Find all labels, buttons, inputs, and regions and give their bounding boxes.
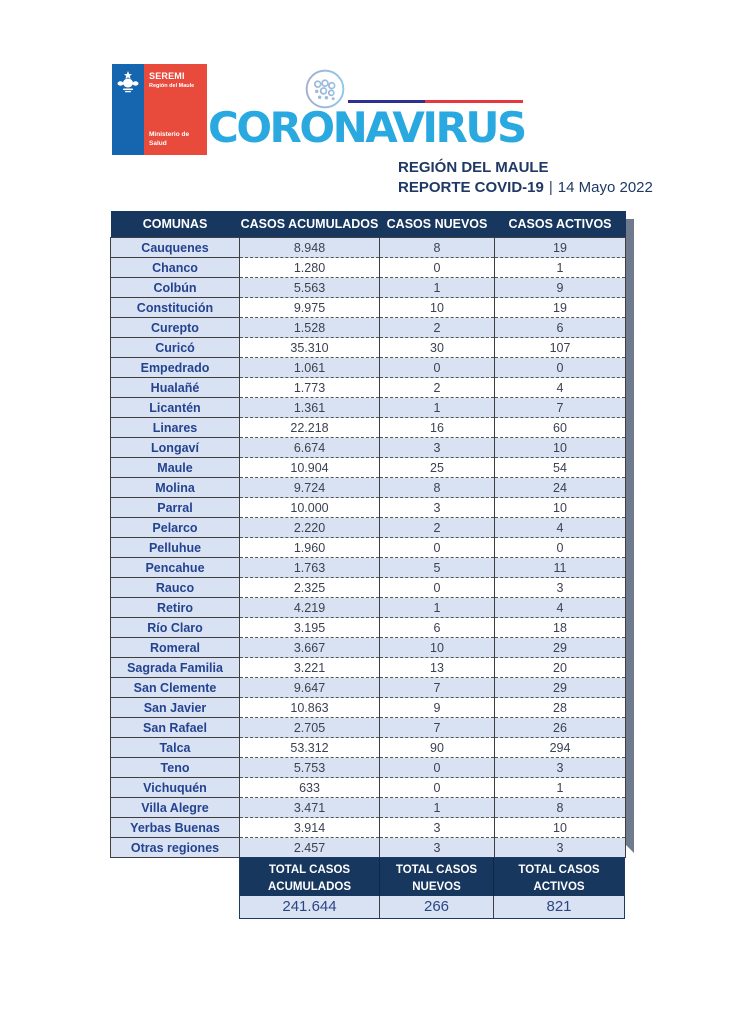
comuna-cell: Chanco [111, 258, 240, 278]
acumulados-cell: 3.471 [240, 798, 380, 818]
comuna-cell: San Javier [111, 698, 240, 718]
column-header-nuevos: CASOS NUEVOS [380, 211, 495, 238]
nuevos-cell: 6 [380, 618, 495, 638]
table-row [111, 638, 626, 658]
table-row [111, 778, 626, 798]
brand-title: CORONAVIRUS [208, 103, 525, 152]
acumulados-cell: 35.310 [240, 338, 380, 358]
comuna-cell: Talca [111, 738, 240, 758]
total-activos-header: TOTAL CASOS ACTIVOS [493, 858, 624, 896]
nuevos-cell: 0 [380, 358, 495, 378]
logo-ministry-text: Ministerio de Salud [149, 131, 190, 147]
table-row [111, 558, 626, 578]
activos-cell: 0 [495, 358, 626, 378]
activos-cell: 24 [495, 478, 626, 498]
totals-table [239, 857, 625, 919]
nuevos-cell: 8 [380, 238, 495, 258]
activos-cell: 10 [495, 818, 626, 838]
acumulados-cell: 10.863 [240, 698, 380, 718]
nuevos-cell: 2 [380, 378, 495, 398]
report-separator: | [548, 179, 553, 196]
activos-cell: 6 [495, 318, 626, 338]
comuna-cell: Pelluhue [111, 538, 240, 558]
activos-cell: 107 [495, 338, 626, 358]
table-shadow-decoration [625, 219, 634, 853]
table-row [111, 818, 626, 838]
comuna-cell: Pencahue [111, 558, 240, 578]
nuevos-cell: 10 [380, 298, 495, 318]
acumulados-cell: 8.948 [240, 238, 380, 258]
table-row [111, 678, 626, 698]
table-row [111, 338, 626, 358]
acumulados-cell: 2.220 [240, 518, 380, 538]
table-row [111, 258, 626, 278]
comuna-cell: Yerbas Buenas [111, 818, 240, 838]
activos-cell: 10 [495, 438, 626, 458]
activos-cell: 29 [495, 678, 626, 698]
comuna-cell: Hualañé [111, 378, 240, 398]
nuevos-cell: 10 [380, 638, 495, 658]
nuevos-cell: 0 [380, 538, 495, 558]
total-nuevos-value: 266 [379, 896, 493, 918]
comunas-table [110, 211, 626, 858]
activos-cell: 19 [495, 238, 626, 258]
total-nuevos-header: TOTAL CASOS NUEVOS [379, 858, 493, 896]
nuevos-cell: 2 [380, 518, 495, 538]
acumulados-cell: 3.221 [240, 658, 380, 678]
table-row [111, 238, 626, 258]
logo-seremi-text: SEREMI [149, 71, 185, 81]
activos-cell: 60 [495, 418, 626, 438]
total-acumulados-header: TOTAL CASOS ACUMULADOS [240, 858, 379, 896]
nuevos-cell: 16 [380, 418, 495, 438]
table-row [111, 378, 626, 398]
nuevos-cell: 1 [380, 398, 495, 418]
activos-cell: 20 [495, 658, 626, 678]
table-row [111, 758, 626, 778]
nuevos-cell: 13 [380, 658, 495, 678]
nuevos-cell: 8 [380, 478, 495, 498]
acumulados-cell: 22.218 [240, 418, 380, 438]
comuna-cell: Retiro [111, 598, 240, 618]
activos-cell: 4 [495, 378, 626, 398]
activos-cell: 0 [495, 538, 626, 558]
comuna-cell: Licantén [111, 398, 240, 418]
table-row [111, 618, 626, 638]
table-row [111, 298, 626, 318]
total-acumulados-value: 241.644 [240, 896, 379, 918]
logo-red-panel [144, 64, 207, 155]
comuna-cell: Otras regiones [111, 838, 240, 858]
comuna-cell: Curepto [111, 318, 240, 338]
comuna-cell: Romeral [111, 638, 240, 658]
comuna-cell: Villa Alegre [111, 798, 240, 818]
acumulados-cell: 10.000 [240, 498, 380, 518]
nuevos-cell: 0 [380, 258, 495, 278]
activos-cell: 294 [495, 738, 626, 758]
table-row [111, 418, 626, 438]
logo-region-text: Región del Maule [149, 83, 195, 89]
totals-value-row [240, 896, 624, 918]
comuna-cell: Río Claro [111, 618, 240, 638]
acumulados-cell: 633 [240, 778, 380, 798]
acumulados-cell: 6.674 [240, 438, 380, 458]
report-date: 14 Mayo 2022 [557, 179, 653, 196]
nuevos-cell: 1 [380, 278, 495, 298]
table-row [111, 838, 626, 858]
region-title: REGIÓN DEL MAULE [398, 159, 549, 176]
acumulados-cell: 1.773 [240, 378, 380, 398]
nuevos-cell: 25 [380, 458, 495, 478]
nuevos-cell: 3 [380, 838, 495, 858]
report-label: REPORTE COVID-19 [398, 179, 544, 196]
activos-cell: 1 [495, 778, 626, 798]
activos-cell: 8 [495, 798, 626, 818]
activos-cell: 1 [495, 258, 626, 278]
comuna-cell: Colbún [111, 278, 240, 298]
column-header-activos: CASOS ACTIVOS [495, 211, 626, 238]
acumulados-cell: 1.763 [240, 558, 380, 578]
chile-coat-of-arms-icon [116, 70, 140, 96]
total-activos-value: 821 [493, 896, 624, 918]
comuna-cell: Pelarco [111, 518, 240, 538]
activos-cell: 26 [495, 718, 626, 738]
table-row [111, 658, 626, 678]
comuna-cell: Teno [111, 758, 240, 778]
comuna-cell: Molina [111, 478, 240, 498]
nuevos-cell: 1 [380, 798, 495, 818]
logo-blue-panel [112, 64, 144, 155]
comuna-cell: Cauquenes [111, 238, 240, 258]
table-row [111, 498, 626, 518]
activos-cell: 18 [495, 618, 626, 638]
acumulados-cell: 1.361 [240, 398, 380, 418]
nuevos-cell: 7 [380, 718, 495, 738]
activos-cell: 3 [495, 758, 626, 778]
comuna-cell: Vichuquén [111, 778, 240, 798]
activos-cell: 3 [495, 578, 626, 598]
comuna-cell: Constitución [111, 298, 240, 318]
activos-cell: 4 [495, 598, 626, 618]
totals-header-row [240, 858, 624, 896]
column-header-acumulados: CASOS ACUMULADOS [240, 211, 380, 238]
table-row [111, 478, 626, 498]
activos-cell: 7 [495, 398, 626, 418]
nuevos-cell: 0 [380, 758, 495, 778]
comuna-cell: Empedrado [111, 358, 240, 378]
table-row [111, 278, 626, 298]
table-row [111, 718, 626, 738]
acumulados-cell: 1.528 [240, 318, 380, 338]
comuna-cell: Linares [111, 418, 240, 438]
comuna-cell: San Clemente [111, 678, 240, 698]
acumulados-cell: 2.325 [240, 578, 380, 598]
nuevos-cell: 30 [380, 338, 495, 358]
nuevos-cell: 3 [380, 818, 495, 838]
nuevos-cell: 1 [380, 598, 495, 618]
activos-cell: 19 [495, 298, 626, 318]
acumulados-cell: 3.667 [240, 638, 380, 658]
table-row [111, 798, 626, 818]
acumulados-cell: 9.724 [240, 478, 380, 498]
comuna-cell: San Rafael [111, 718, 240, 738]
table-row [111, 318, 626, 338]
acumulados-cell: 5.753 [240, 758, 380, 778]
activos-cell: 28 [495, 698, 626, 718]
table-header-row [111, 211, 626, 238]
column-header-comunas: COMUNAS [111, 211, 240, 238]
nuevos-cell: 9 [380, 698, 495, 718]
comunas-tbody [111, 238, 626, 858]
activos-cell: 29 [495, 638, 626, 658]
table-row [111, 578, 626, 598]
acumulados-cell: 1.280 [240, 258, 380, 278]
comuna-cell: Longaví [111, 438, 240, 458]
nuevos-cell: 0 [380, 578, 495, 598]
nuevos-cell: 3 [380, 498, 495, 518]
acumulados-cell: 4.219 [240, 598, 380, 618]
activos-cell: 3 [495, 838, 626, 858]
comuna-cell: Parral [111, 498, 240, 518]
comuna-cell: Maule [111, 458, 240, 478]
comuna-cell: Rauco [111, 578, 240, 598]
table-row [111, 358, 626, 378]
nuevos-cell: 7 [380, 678, 495, 698]
table-row [111, 738, 626, 758]
ministry-logo [112, 64, 207, 155]
activos-cell: 11 [495, 558, 626, 578]
table-row [111, 698, 626, 718]
acumulados-cell: 3.195 [240, 618, 380, 638]
report-line [398, 179, 653, 196]
comuna-cell: Sagrada Familia [111, 658, 240, 678]
activos-cell: 10 [495, 498, 626, 518]
nuevos-cell: 3 [380, 438, 495, 458]
nuevos-cell: 0 [380, 778, 495, 798]
acumulados-cell: 9.647 [240, 678, 380, 698]
activos-cell: 54 [495, 458, 626, 478]
acumulados-cell: 5.563 [240, 278, 380, 298]
activos-cell: 9 [495, 278, 626, 298]
nuevos-cell: 2 [380, 318, 495, 338]
acumulados-cell: 2.705 [240, 718, 380, 738]
table-row [111, 598, 626, 618]
table-row [111, 438, 626, 458]
activos-cell: 4 [495, 518, 626, 538]
table-row [111, 398, 626, 418]
acumulados-cell: 9.975 [240, 298, 380, 318]
table-row [111, 458, 626, 478]
acumulados-cell: 1.061 [240, 358, 380, 378]
table-row [111, 518, 626, 538]
table-row [111, 538, 626, 558]
acumulados-cell: 2.457 [240, 838, 380, 858]
acumulados-cell: 3.914 [240, 818, 380, 838]
comuna-cell: Curicó [111, 338, 240, 358]
acumulados-cell: 53.312 [240, 738, 380, 758]
acumulados-cell: 1.960 [240, 538, 380, 558]
nuevos-cell: 90 [380, 738, 495, 758]
acumulados-cell: 10.904 [240, 458, 380, 478]
nuevos-cell: 5 [380, 558, 495, 578]
